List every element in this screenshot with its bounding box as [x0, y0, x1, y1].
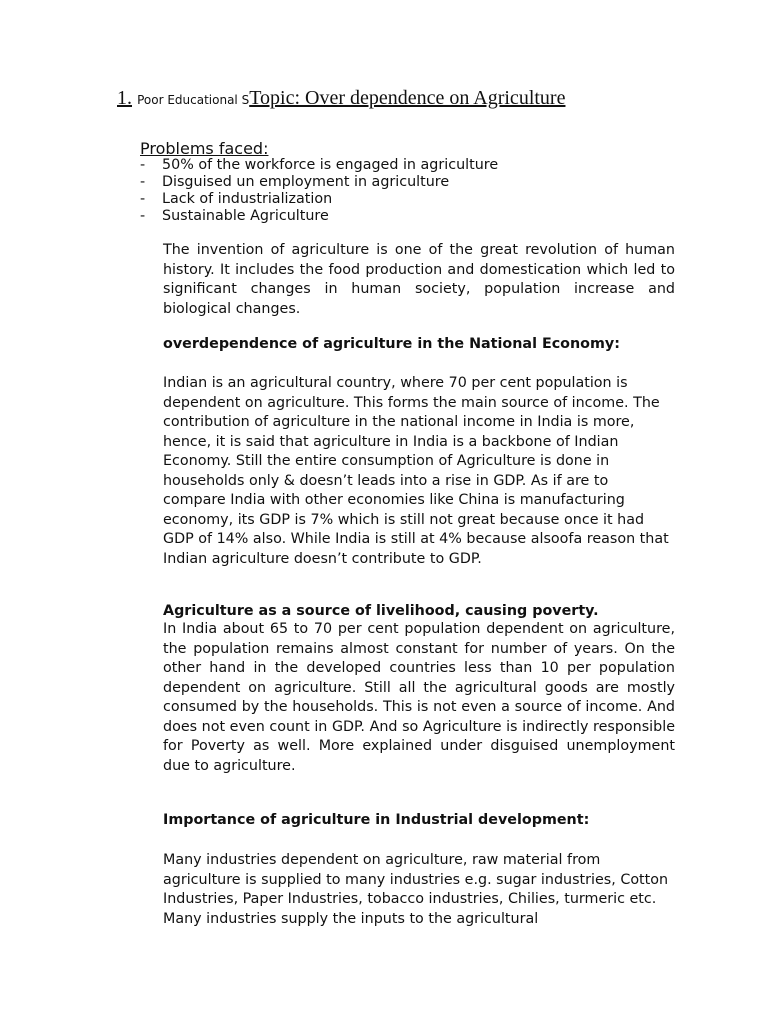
- list-item: - Sustainable Agriculture: [140, 208, 329, 224]
- section-heading-livelihood: Agriculture as a source of livelihood, causing poverty.: [163, 603, 599, 619]
- section-body-industrial: Many industries dependent on agriculture, raw material from agriculture is supplied to many industries e.g. sugar industries, Cotton Industries, Paper Industries, tobacco industries, Chilies, turmeric etc. Many industries supply the inputs to the agricultural: [163, 852, 669, 927]
- section-heading-national-economy: overdependence of agriculture in the National Economy:: [163, 336, 620, 352]
- problems-heading: Problems faced:: [140, 139, 269, 158]
- title-number: 1.: [117, 87, 132, 109]
- list-item-text: Sustainable Agriculture: [162, 208, 329, 224]
- document-title: [117, 88, 717, 108]
- list-item-text: Disguised un employment in agriculture: [162, 174, 450, 190]
- list-item: - Lack of industrialization: [140, 191, 333, 207]
- problems-list: [140, 157, 680, 225]
- section-heading-industrial: Importance of agriculture in Industrial development:: [163, 812, 590, 828]
- list-item: - Disguised un employment in agriculture: [140, 174, 450, 190]
- intro-paragraph: The invention of agriculture is one of the great revolution of human history. It includes the food production and domestication which led to significant changes in human society, population increase and biological changes.: [163, 242, 675, 317]
- section-body-livelihood: In India about 65 to 70 per cent population dependent on agriculture, the population remains almost constant for number of years. On the other hand in the developed countries less than 10 per population dependent on agriculture. Still all the agricultural goods are mostly consumed by the households. This is not even a source of income. And does not even count in GDP. And so Agriculture is indirectly responsible for Poverty as well. More explained under disguised unemployment due to agriculture.: [163, 621, 675, 774]
- list-item-text: Lack of industrialization: [162, 191, 333, 207]
- list-item-text: 50% of the workforce is engaged in agriculture: [162, 157, 499, 173]
- title-fragment: Poor Educational S: [137, 93, 250, 107]
- title-topic: Topic: Over dependence on Agriculture: [249, 87, 566, 109]
- list-item: - 50% of the workforce is engaged in agriculture: [140, 157, 499, 173]
- section-body-national-economy: Indian is an agricultural country, where 70 per cent population is dependent on agriculture. This forms the main source of income. The contribution of agriculture in the national income in India is more, hence, it is said that agriculture in India is a backbone of Indian Economy. Still the entire consumption of Agriculture is done in households only & doesn’t leads into a rise in GDP. As if are to compare India with other economies like China is manufacturing economy, its GDP is 7% which is still not great because once it had GDP of 14% also. While India is still at 4% because alsoofa reason that Indian agriculture doesn’t contribute to GDP.: [163, 375, 669, 567]
